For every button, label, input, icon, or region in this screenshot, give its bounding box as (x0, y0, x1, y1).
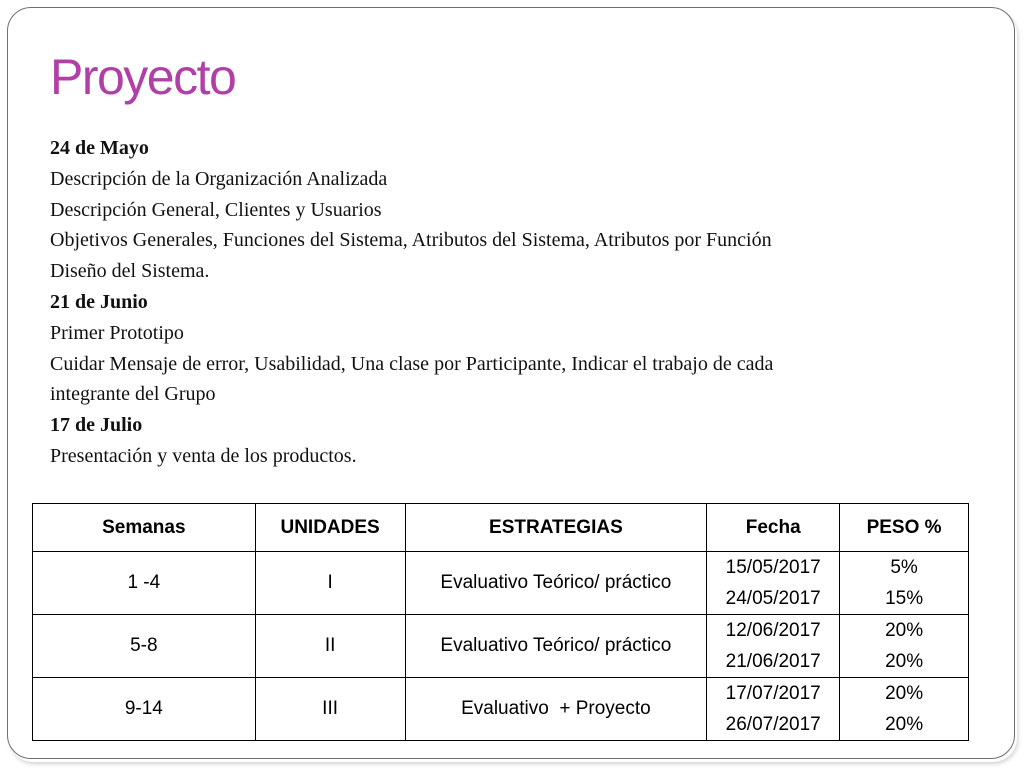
milestone-item: Diseño del Sistema. (50, 260, 210, 283)
project-schedule-text (50, 133, 950, 472)
cell-fecha-1: 15/05/2017 (725, 557, 821, 578)
cell-fecha-1: 12/06/2017 (725, 620, 821, 641)
milestone-item: integrante del Grupo (50, 383, 216, 406)
cell-fechas (707, 615, 840, 678)
cell-pesos (840, 552, 969, 615)
cell-fecha-1: 17/07/2017 (725, 683, 821, 704)
milestone-item: Primer Prototipo (50, 321, 184, 344)
milestone-item: Cuidar Mensaje de error, Usabilidad, Una clase por Participante, Indicar el trabajo de cada (50, 352, 774, 375)
header-unidades: UNIDADES (255, 504, 405, 552)
page-title: Proyecto (50, 49, 236, 105)
milestone-item: Presentación y venta de los productos. (50, 444, 357, 467)
milestone-item: Descripción de la Organización Analizada (50, 167, 388, 190)
milestone-date-1: 24 de Mayo (50, 137, 149, 159)
header-estrategias: ESTRATEGIAS (405, 504, 707, 552)
cell-estrategia: Evaluativo Teórico/ práctico (405, 552, 707, 615)
table-header-row (33, 504, 969, 552)
milestone-item: Descripción General, Clientes y Usuarios (50, 198, 382, 221)
milestone-date-3: 17 de Julio (50, 414, 143, 437)
cell-fechas (707, 678, 840, 741)
evaluation-table (32, 503, 969, 741)
cell-peso-2: 20% (885, 714, 924, 735)
header-peso: PESO % (840, 504, 969, 552)
cell-fecha-2: 24/05/2017 (725, 588, 821, 609)
cell-peso-1: 5% (890, 557, 918, 578)
cell-fecha-2: 21/06/2017 (725, 651, 821, 672)
table-row (33, 615, 969, 678)
cell-pesos (840, 615, 969, 678)
table-row (33, 678, 969, 741)
cell-unidad: III (255, 678, 405, 741)
cell-peso-1: 20% (885, 683, 924, 704)
table-row (33, 552, 969, 615)
cell-unidad: II (255, 615, 405, 678)
cell-pesos (840, 678, 969, 741)
milestone-item: Objetivos Generales, Funciones del Sistema, Atributos del Sistema, Atributos por Función (50, 229, 772, 252)
cell-fechas (707, 552, 840, 615)
cell-semanas: 1 -4 (33, 552, 256, 615)
cell-estrategia: Evaluativo Teórico/ práctico (405, 615, 707, 678)
cell-peso-2: 20% (885, 651, 924, 672)
cell-unidad: I (255, 552, 405, 615)
cell-peso-2: 15% (885, 588, 924, 609)
cell-semanas: 5-8 (33, 615, 256, 678)
header-semanas: Semanas (33, 504, 256, 552)
cell-semanas: 9-14 (33, 678, 256, 741)
cell-peso-1: 20% (885, 620, 924, 641)
cell-estrategia: Evaluativo + Proyecto (405, 678, 707, 741)
cell-fecha-2: 26/07/2017 (725, 714, 821, 735)
milestone-date-2: 21 de Junio (50, 290, 148, 313)
header-fecha: Fecha (707, 504, 840, 552)
